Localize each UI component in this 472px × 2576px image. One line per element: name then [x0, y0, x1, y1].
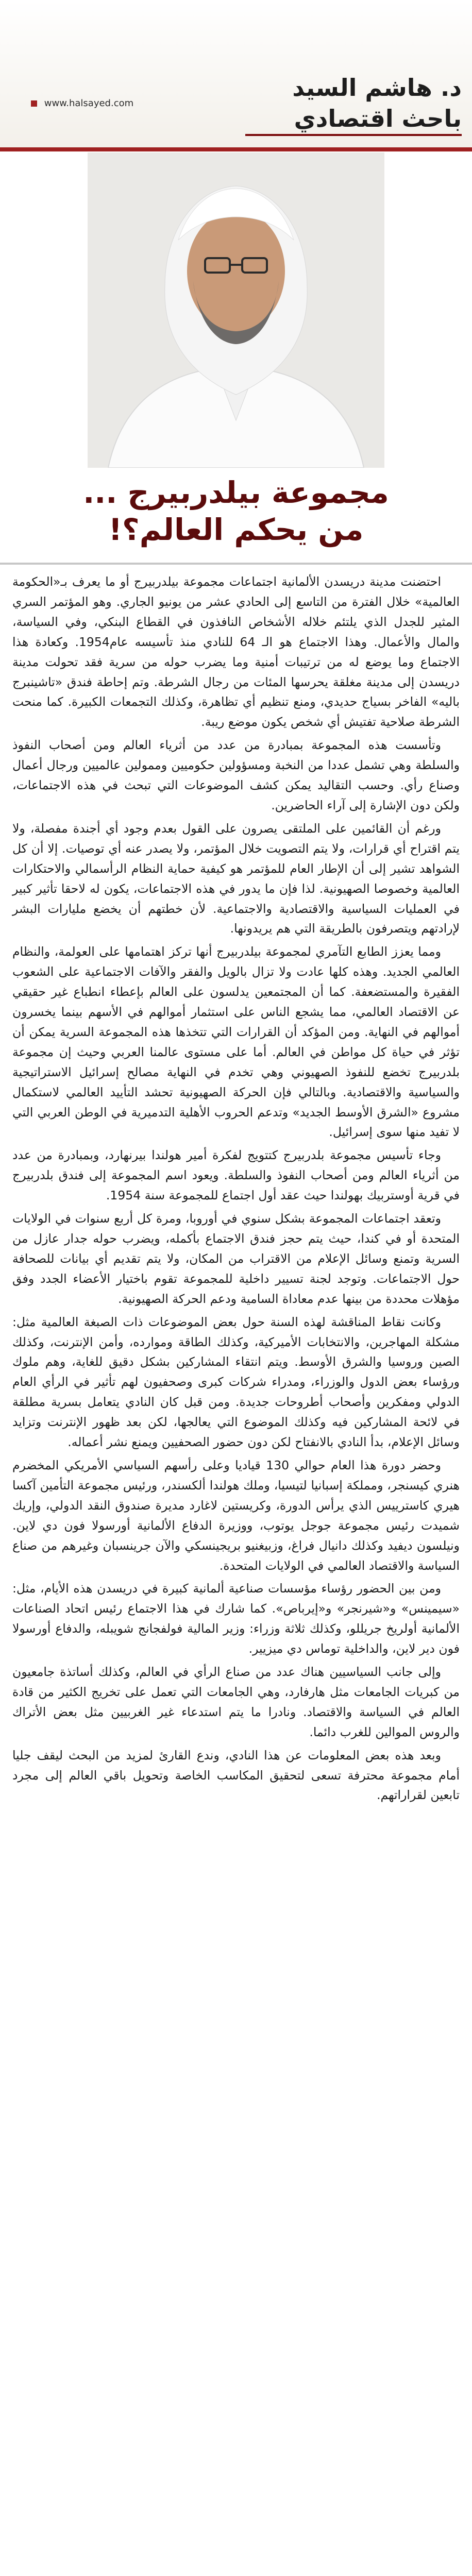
article-title — [10, 474, 462, 548]
article-paragraph-1: احتضنت مدينة دريسدن الألمانية اجتماعات مجموعة بيلدربيرج أو ما يعرف بـ«الحكومة العالمية» خلال الفترة من التاسع إلى الحادي عشر من يونيو الجاري. وهو المؤتمر السري المثير للجدل الذي يلتئم خلاله الأشخاص النافذون في القطاع البنكي، وفي السياسة، والمال والأعمال. وهذا الاجتماع هو الـ 64 للنادي منذ تأسيسه عام1954. وكعادة هذا الاجتماع وما يوضع له من ترتيبات أمنية وما يضرب حوله من سرية فقد تحولت مدينة دريسدن إلى مدينة مغلقة يحرسها المئات من رجال الشرطة. وتم إحاطة فندق «تاشينبرج باليه» الفاخر بسياج حديدي، ومنع تنظيم أي تظاهرة، وكذلك التجمعات الكبيرة. كما منحت الشرطة صلاحية تفتيش أي شخص يكون موضع ريبة. — [12, 574, 460, 730]
author-underline — [245, 134, 462, 136]
author-block — [256, 72, 462, 134]
author-photo — [88, 152, 384, 468]
author-title: باحث اقتصادي — [294, 105, 462, 132]
title-divider — [0, 563, 472, 565]
article-paragraph-7: وكانت نقاط المناقشة لهذه السنة حول بعض الموضوعات ذات الصبغة العالمية مثل: مشكلة المهاجرين، والانتخابات الأميركية، وكذلك الطاقة وموارده، وأمن الإنترنت، وكذلك الصين وروسيا والشرق الأوسط. ويتم انتقاء المشاركين بشكل دقيق للغاية، وهم ملوك ورؤساء بعض الدول والوزراء، ومدراء شركات كبرى وصحفيون لهم تأثير في الرأي العام الدولي ومفكرين وأصحاب أطروحات جديدة. ومن قبل كان النادي يتعامل بسرية مطلقة في لائحة المشاركين فيه وكذلك الموضوع التي يعالجها، لكن بعد ظهور الإنترنت وتزايد وسائل الإعلام، بدأ النادي بالانفتاح لكن دون حضور الصحفيين ويمنع نشر أعماله. — [12, 1314, 460, 1450]
header-divider — [0, 147, 472, 151]
author-portrait-image — [88, 152, 384, 468]
article-paragraph-4: ومما يعزز الطابع التآمري لمجموعة بيلدربيرج أنها تركز اهتمامها على العولمة، والنظام العالمي الجديد. وهذه كلها عادت ولا تزال بالويل والفقر والآفات الاجتماعية على الشعوب الفقيرة والمستضعفة. كما أن المجتمعين يدلسون على العالم بإعطاء انطباع غير حقيقي عن الاقتصاد العالمي، مما يشجع الناس على استثمار أموالهم في الأسهم بينما يخسرون أموالهم في النهاية. ومن المؤكد أن القرارات التي تتخذها هذه المجموعة السرية يمكن أن تؤثر في حياة كل مواطن في العالم. أما على مستوى عالمنا العربي وحيث إن مجموعة بلدربيرج تخضع للنفوذ الصهيوني وهي تخدم في النهاية مصالح إسرائيل الاستراتيجية والسياسية والاقتصادية. وبالتالي فإن الحركة الصهيونية تحشد التأييد العالمي لاستكمال مشروع «الشرق الأوسط الجديد» وتدعم الحروب الأهلية التدميرية في الوطن العربي التي لا تفيد منها سوى إسرائيل. — [12, 944, 460, 1140]
article-paragraph-9: ومن بين الحضور رؤساء مؤسسات صناعية ألمانية كبيرة في دريسدن هذه الأيام، مثل: «سيمينس» و«شيرنجر» و«إيرباص». كما شارك في هذا الاجتماع رئيس اتحاد الصناعات الألمانية أولريخ جريللو، وكذلك ثلاثة وزراء: وزير المالية فولفجانج شويبله، والدفاع أورسولا فون دير لاين، والداخلية توماس دي ميزيير. — [12, 1581, 460, 1656]
article-paragraph-3: ورغم أن القائمين على الملتقى يصرون على القول بعدم وجود أي أجندة مفصلة، ولا يتم اقتراح أي قرارات، ولا يتم التصويت خلال المؤتمر، ولا يصدر عنه أي توصيات. إلا أن كل الشواهد تشير إلى أن الإطار العام للمؤتمر هو كيفية حماية النظام الرأسمالي والاحتكارات العالمية وخصوصا الصهيونية. لذا فإن ما يدور في هذه الاجتماعات، يكون له لاحقا تأثير كبير في العمليات السياسية والاقتصادية والاجتماعية. لأن خطتهم أن يخضع مليارات البشر لإرادتهم ويتصرفون بالطريقة التي هم يريدونها. — [12, 821, 460, 936]
article-paragraph-10: وإلى جانب السياسيين هناك عدد من صناع الرأي في العالم، وكذلك أساتذة جامعيون من كبريات الجامعات مثل هارفارد، وهي الجامعات التي تعمل على تخريج الكثير من قادة العالم في السياسة والاقتصاد. ونادرا ما يتم استدعاء غير الغربيين مثل بعض الأتراك والروس الموالين للغرب دائما. — [12, 1665, 460, 1739]
url-bullet-icon — [31, 100, 37, 107]
article-paragraph-11: وبعد هذه بعض المعلومات عن هذا النادي، وندع القارئ لمزيد من البحث ليقف جليا أمام مجموعة محترفة تسعى لتحقيق المكاسب الخاصة وتحويل باقي العالم إلى مجرد تابعين لقراراتهم. — [12, 1748, 460, 1803]
article-paragraph-6: وتعقد اجتماعات المجموعة بشكل سنوي في أوروبا، ومرة كل أربع سنوات في الولايات المتحدة أو في كندا، حيث يتم حجز فندق الاجتماع بأكمله، ويضرب حوله جدار عازل من السرية وتمنع وسائل الإعلام من الاقتراب من المكان، ولا يتم تقديم أي بيانات للصحافة حول الاجتماعات. وتوجد لجنة تسيير داخلية للمجموعة تقوم باختيار الأعضاء الجدد وفق مؤهلات محددة من بينها عدم معاداة السامية ودعم الحركة الصهيونية. — [12, 1211, 460, 1306]
article-paragraph-5: وجاء تأسيس مجموعة بلدربيرج كتتويج لفكرة أمير هولندا بيرنهارد، وبمبادرة من عدد من أثرياء العالم ومن أصحاب النفوذ والسلطة. ويعود اسم المجموعة إلى فندق بلدربيرج في قرية أوستربيك بهولندا حيث عقد أول اجتماع للمجموعة سنة 1954. — [12, 1148, 460, 1203]
author-name: د. هاشم السيد — [292, 74, 462, 101]
website-url[interactable] — [31, 98, 133, 109]
article-title-line-1: مجموعة بيلدربيرج ... — [83, 475, 389, 510]
website-url-text[interactable]: www.halsayed.com — [44, 98, 134, 109]
article-title-line-2: من يحكم العالم؟! — [108, 512, 364, 547]
article-body — [12, 572, 460, 1808]
article-paragraph-8: وحضر دورة هذا العام حوالي 130 قياديا وعلى رأسهم السياسي الأمريكي المخضرم هنري كيسنجر، ومملكة إسبانيا لتيسيا، وملك هولندا ألكسندر، ورئيس مجموعة التأمين آكسا هيري كاسترييس الذي يرأس الدورة، وكريستين لاغارد مديرة صندوق النقد الدولي، وإريك شميدت رئيس مجموعة جوجل يوتوب، ووزيرة الدفاع الألمانية أورسولا فون دي لاين. ونيلسون ديفيد وكذلك دانيال فراغ، وزبيغنيو بريجينسكي والآن جرينسبان وغيرهم من صناع السياسة والاقتصاد العالمي في الولايات المتحدة. — [12, 1458, 460, 1573]
article-paragraph-2: وتأسست هذه المجموعة بمبادرة من عدد من أثرياء العالم ومن أصحاب النفوذ والسلطة وهي تشمل عددا من النخبة ومسؤولين حكوميين وممولين عالميين ورجال أعمال وصناع رأي. وحسب التقاليد يمكن كشف الموضوعات التي تبحث في هذه الاجتماعات، ولكن دون الإشارة إلى آراء الحاضرين. — [12, 738, 460, 812]
